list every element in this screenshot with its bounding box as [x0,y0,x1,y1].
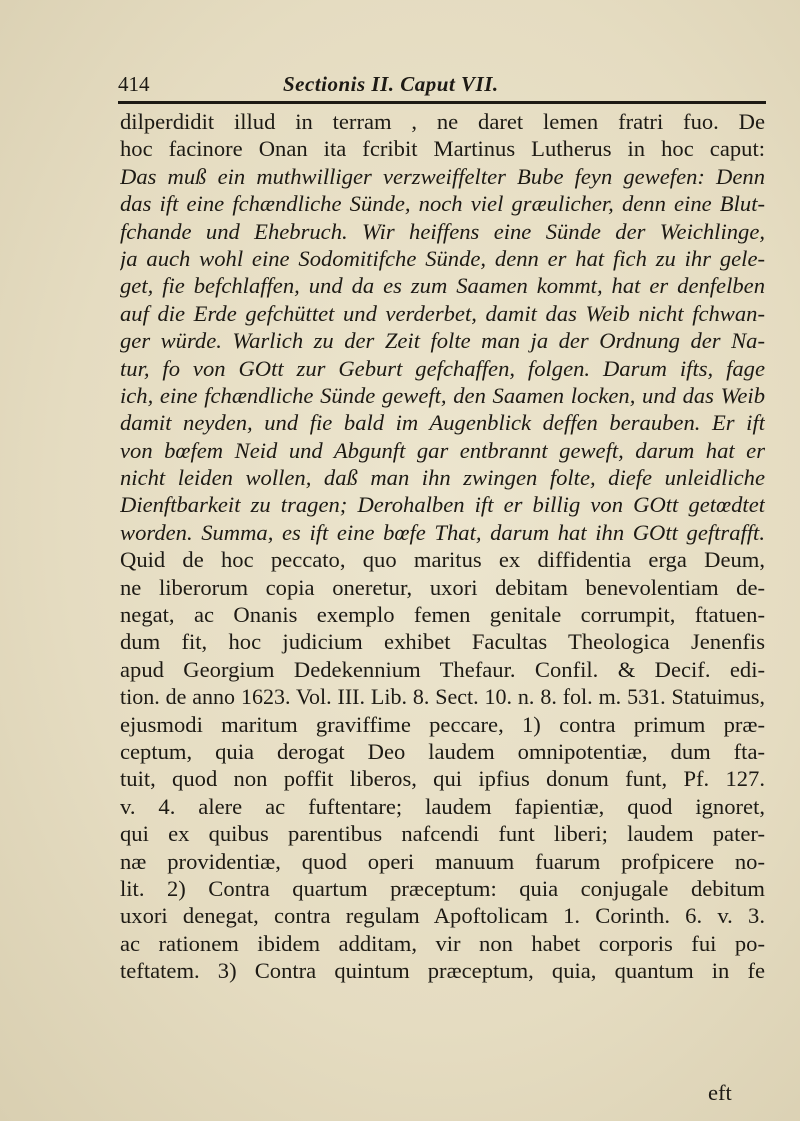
page-number: 414 [118,72,150,96]
text-line: tur, fo von GOtt zur Geburt gefchaffen, folgen. Darum ifts, fage [120,355,765,381]
text-line: dum fit, hoc judicium exhibet Facultas Theologica Jenenfis [120,629,765,655]
text-line: ejusmodi maritum graviffime peccare, 1) contra primum præ- [120,711,765,737]
text-line: Dienftbarkeit zu tragen; Derohalben ift er billig von GOtt getœdtet [120,492,765,518]
running-head: Sectionis II. Caput VII. [283,72,499,96]
text-line: nicht leiden wollen, daß man ihn zwingen folte, diefe unleidliche [120,465,765,491]
text-line: tion. de anno 1623. Vol. III. Lib. 8. Sect. 10. n. 8. fol. m. 531. Statuimus, [120,684,765,710]
header-rule [118,101,766,104]
text-line: apud Georgium Dedekennium Thefaur. Confil. & Decif. edi- [120,656,765,682]
text-line: ceptum, quia derogat Deo laudem omnipotentiæ, dum fta- [120,738,765,764]
page-header [118,72,760,102]
body-text [120,108,765,985]
text-line: v. 4. alere ac fuftentare; laudem fapientiæ, quod ignoret, [120,793,765,819]
text-line: worden. Summa, es ift eine bœfe That, darum hat ihn GOtt geftrafft. [120,519,765,545]
text-line: fchande und Ehebruch. Wir heiffens eine Sünde der Weichlinge, [120,218,765,244]
text-line: ja auch wohl eine Sodomitifche Sünde, denn er hat fich zu ihr gele- [120,245,765,271]
text-line: get, fie befchlaffen, und da es zum Saamen kommt, hat er denfelben [120,273,765,299]
text-line: von bœfem Neid und Abgunft gar entbrannt geweft, darum hat er [120,437,765,463]
text-line: ne liberorum copia oneretur, uxori debitam benevolentiam de- [120,574,765,600]
text-line: hoc facinore Onan ita fcribit Martinus Lutherus in hoc caput: [120,136,765,162]
text-line: auf die Erde gefchüttet und verderbet, damit das Weib nicht fchwan- [120,300,765,326]
text-line: damit neyden, und fie bald im Augenblick deffen berauben. Er ift [120,410,765,436]
text-line: das ift eine fchændliche Sünde, noch viel græulicher, denn eine Blut- [120,191,765,217]
text-line: ger würde. Warlich zu der Zeit folte man ja der Ordnung der Na- [120,328,765,354]
text-line: teftatem. 3) Contra quintum præceptum, quia, quantum in fe [120,958,765,984]
text-line: ich, eine fchændliche Sünde geweft, den Saamen locken, und das Weib [120,382,765,408]
catchword: eft [708,1080,732,1105]
text-line: Quid de hoc peccato, quo maritus ex diffidentia erga Deum, [120,547,765,573]
text-line: næ providentiæ, quod operi manuum fuarum profpicere no- [120,848,765,874]
text-line: lit. 2) Contra quartum præceptum: quia conjugale debitum [120,875,765,901]
text-line: qui ex quibus parentibus nafcendi funt liberi; laudem pater- [120,821,765,847]
text-line: negat, ac Onanis exemplo femen genitale corrumpit, ftatuen- [120,602,765,628]
text-line: Das muß ein muthwilliger verzweiffelter Bube feyn gewefen: Denn [120,163,765,189]
text-line: uxori denegat, contra regulam Apoftolicam 1. Corinth. 6. v. 3. [120,903,765,929]
text-line: ac rationem ibidem additam, vir non habet corporis fui po- [120,930,765,956]
text-line: dilperdidit illud in terram , ne daret lemen fratri fuo. De [120,109,765,134]
text-line: tuit, quod non poffit liberos, qui ipfius donum funt, Pf. 127. [120,766,765,792]
